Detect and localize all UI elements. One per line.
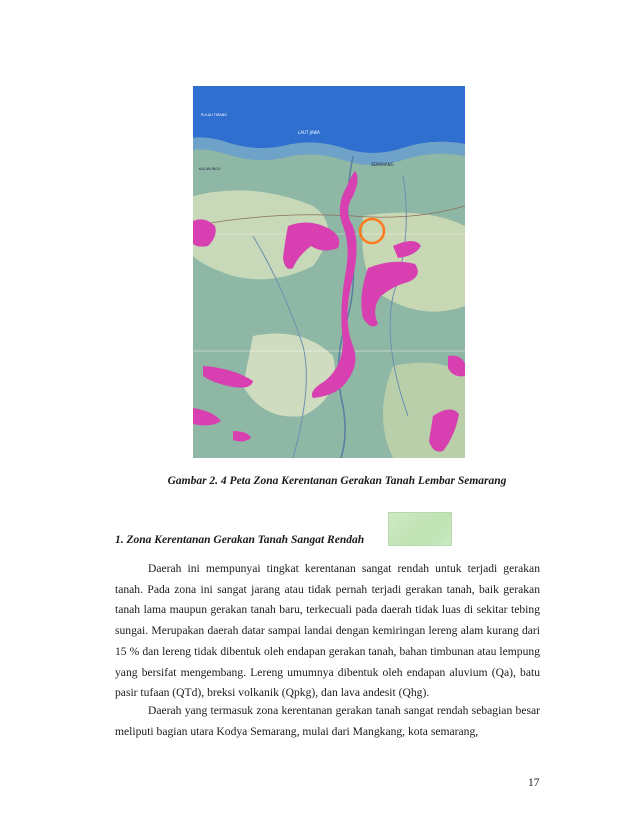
map-label-city: SEMARANG bbox=[371, 162, 394, 167]
map-label-point-a: PULAU TIRANG bbox=[201, 113, 227, 117]
paragraph-1 bbox=[115, 559, 540, 704]
paragraph-2-text: Daerah yang termasuk zona kerentanan gerakan tanah sangat rendah sebagian besar meliputi bagian utara Kodya Semarang, mulai dari Mangkang, kota semarang, bbox=[115, 704, 540, 738]
figure-caption: Gambar 2. 4 Peta Zona Kerentanan Gerakan Tanah Lembar Semarang bbox=[167, 475, 507, 487]
legend-swatch bbox=[388, 512, 452, 546]
map-label-sea: LAUT JAWA bbox=[298, 130, 320, 135]
landslide-susceptibility-map bbox=[193, 86, 465, 458]
paragraph-2 bbox=[115, 701, 540, 742]
paragraph-1-text: Daerah ini mempunyai tingkat kerentanan sangat rendah untuk terjadi gerakan tanah. Pada zona ini sangat jarang atau tidak pernah terjadi gerakan tanah, baik gerakan tanah lama maupun gerakan tanah baru, terkecuali pada daerah tidak luas di sekitar tebing sungai. Merupakan daerah datar sampai landai dengan kemiringan lereng alam kurang dari 15 % dan lereng tidak dibentuk oleh endapan gerakan tanah, bahan timbunan atau lempung yang bersifat mengembang. Lereng umumnya dibentuk oleh endapan aluvium (Qa), batu pasir tufaan (QTd), breksi volkanik (Qpkg), dan lava andesit (Qhg). bbox=[115, 562, 540, 700]
map-sea bbox=[193, 86, 465, 153]
section-heading: 1. Zona Kerentanan Gerakan Tanah Sangat Rendah bbox=[115, 534, 365, 546]
map-graphic bbox=[193, 86, 465, 458]
page-number: 17 bbox=[528, 777, 540, 789]
map-label-point-b: KALIWUNGU bbox=[199, 167, 221, 171]
